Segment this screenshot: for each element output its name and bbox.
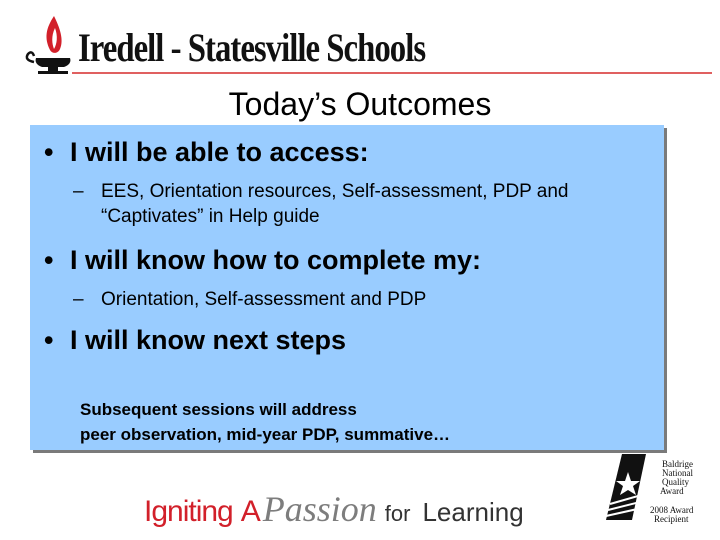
- slogan: [144, 488, 524, 530]
- bullet-dot: •: [44, 137, 54, 167]
- bullet-1: [44, 137, 369, 168]
- sub-bullet-1-text: EES, Orientation resources, Self-assessment, PDP and “Captivates” in Help guide: [101, 181, 569, 227]
- lamp-flame-logo-icon: [24, 14, 82, 76]
- header-divider: [72, 72, 712, 74]
- header-title: Iredell - Statesville Schools: [78, 25, 426, 70]
- bullet-3: [44, 325, 346, 356]
- sub-bullet-dash: –: [73, 181, 84, 202]
- sub-bullet-2-text: Orientation, Self-assessment and PDP: [101, 289, 427, 310]
- slogan-word-for: for: [384, 501, 411, 526]
- award-text-line-6: Recipient: [654, 514, 689, 524]
- slogan-word-igniting: Igniting: [144, 495, 233, 528]
- note: [80, 397, 450, 447]
- sub-bullet-1: [73, 179, 661, 229]
- bullet-1-text: I will be able to access:: [70, 137, 369, 167]
- bullet-dot: •: [44, 325, 54, 355]
- bullet-3-text: I will know next steps: [70, 325, 347, 355]
- award-text-line-2: National: [662, 468, 693, 478]
- award-text-line-1: Baldrige: [662, 459, 693, 469]
- note-line-2: peer observation, mid-year PDP, summative…: [80, 425, 451, 444]
- content-box: [30, 125, 664, 450]
- slogan-word-learning: Learning: [422, 497, 524, 527]
- sub-bullet-2: [73, 287, 661, 312]
- bullet-dot: •: [44, 245, 54, 275]
- bullet-2-text: I will know how to complete my:: [70, 245, 482, 275]
- slogan-word-passion: Passion: [262, 489, 377, 529]
- bullet-2: [44, 245, 481, 276]
- slogan-word-a: A: [240, 495, 261, 528]
- baldrige-award-badge: [598, 452, 716, 524]
- award-text-line-5: 2008 Award: [650, 505, 694, 515]
- award-text-line-3: Quality: [662, 477, 689, 487]
- sub-bullet-dash: –: [73, 289, 84, 310]
- slide-title: Today’s Outcomes: [228, 86, 492, 122]
- award-text-line-4: Award: [660, 486, 684, 496]
- header: [14, 8, 714, 80]
- note-line-1: Subsequent sessions will address: [80, 400, 357, 419]
